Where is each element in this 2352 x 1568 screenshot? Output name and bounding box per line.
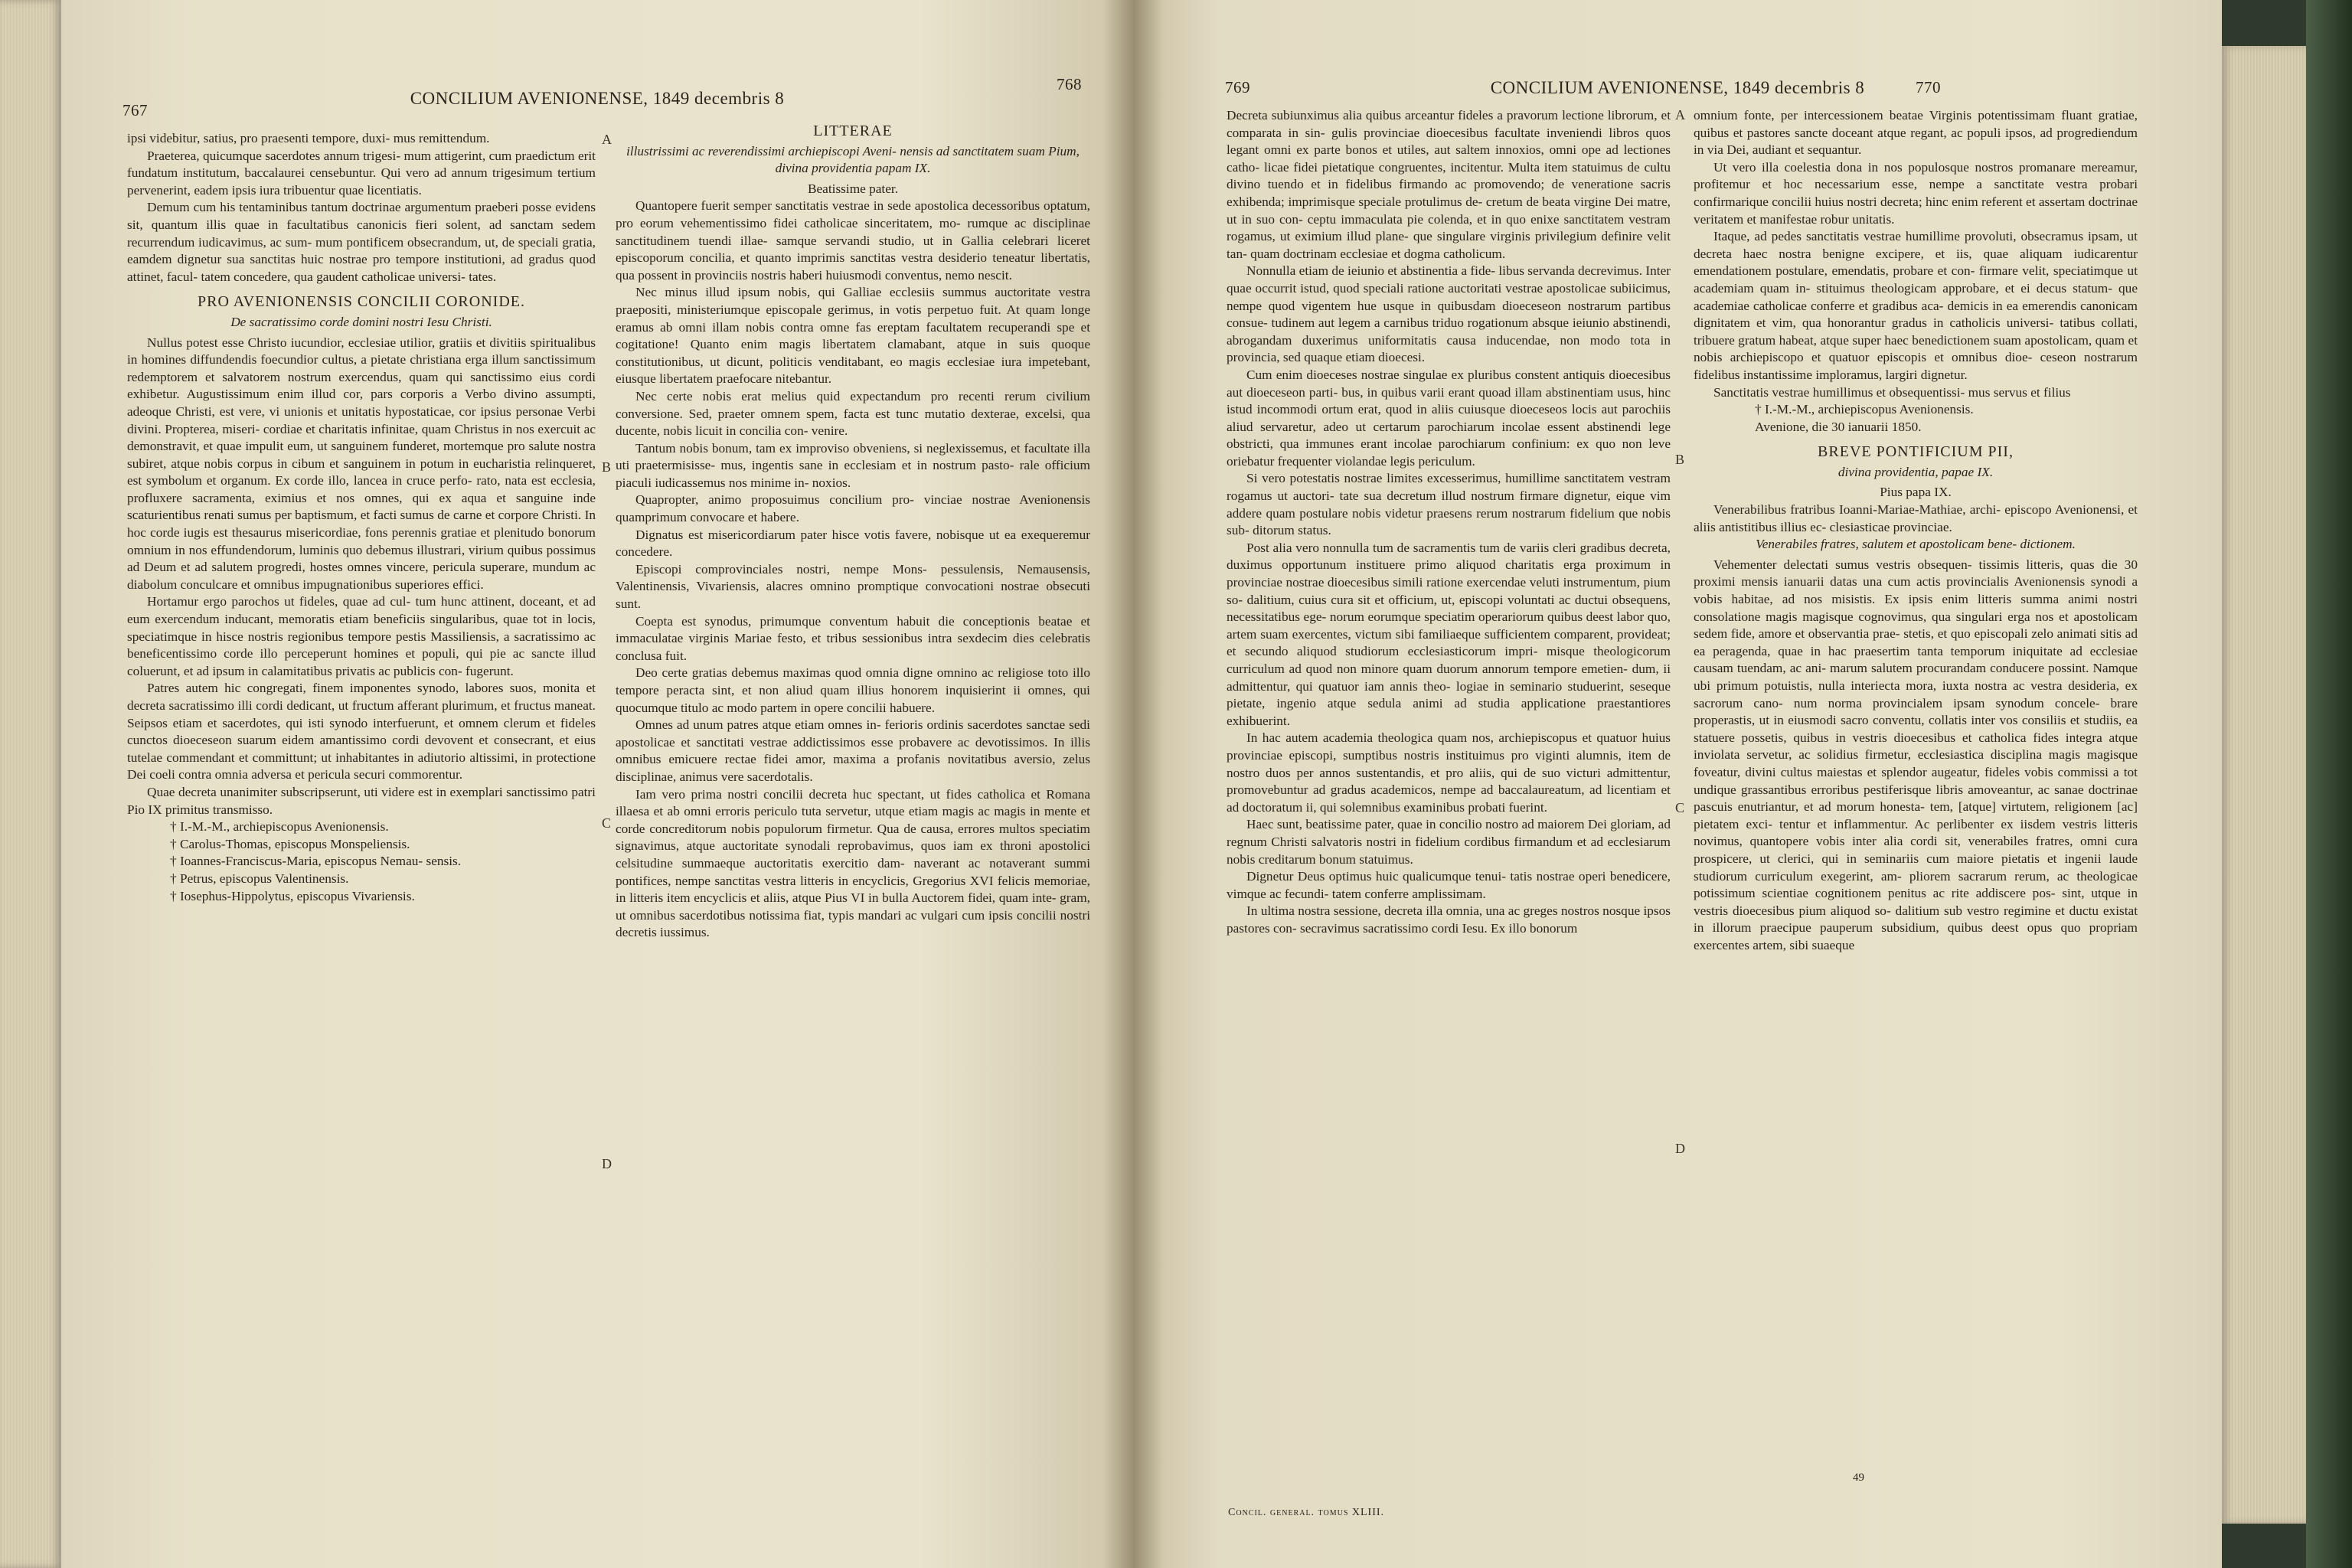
paragraph: omnium fonte, per intercessionem beatae Virginis potentissimam fluant gratiae, quibus et pastores sancte doceant atque regant, ac populi ipsos, ad progrediendum in via Dei, audiant et sequantur. — [1694, 108, 2138, 158]
left-page — [61, 0, 1133, 1568]
margin-marker: D — [1675, 1141, 1685, 1156]
signature-line: † Ioannes-Franciscus-Maria, episcopus Nemau- sensis. — [170, 854, 462, 869]
paragraph: Sanctitatis vestrae humillimus et obsequentissi- mus servus et filius — [1713, 384, 2071, 400]
running-title: CONCILIUM AVENIONENSE, 1849 decembris 8 — [410, 89, 785, 108]
page-number: 767 — [122, 101, 148, 119]
text-column-2 — [1694, 107, 2138, 955]
margin-marker: B — [1675, 452, 1685, 467]
paragraph: Ut vero illa coelestia dona in nos populosque nostros promanare mereamur, profitemur et hoc necessarium esse, nempe a sanctitate vestra probari confirmarique concilii huius nostri decreta; hinc enim referent et assertam doctrinae veritatem et manifestae robur unitatis. — [1694, 159, 2138, 227]
signature-line: † Petrus, episcopus Valentinensis. — [170, 871, 349, 886]
margin-marker: C — [602, 815, 612, 831]
paragraph: Nonnulla etiam de ieiunio et abstinentia a fide- libus servanda decrevimus. Inter quae occurrit istud, quod speciali ratione auctoritati vestrae apostolicae subiicimus, nempe quod vigentem hue usque in quibusdam dioeceseon nostrarum partibus consue- tudinem aut legem a carnibus triduo rogationum absque ieiunio abstinendi, abrogandam duxerimus uniformitatis causa inducendae, non modo tota in provincia, sed quaque etiam dioecesi. — [1227, 263, 1671, 365]
paragraph: Si vero potestatis nostrae limites excesserimus, humillime sanctitatem vestram rogamus ut auctori- tate sua decretum illud nostrum firmare dignetur, eique vim addere quam postulare nobis videtur praesens rerum nostrarum fidelium que nobis sub- ditorum status. — [1227, 471, 1671, 538]
paragraph: Episcopi comprovinciales nostri, nempe Mons- pessulensis, Nemausensis, Valentinensis, Vivariensis, alacres omnino promptique convocationi nostrae obsecuti sunt. — [616, 561, 1090, 612]
paragraph: Venerabilibus fratribus Ioanni-Mariae-Mathiae, archi- episcopo Avenionensi, et aliis antistitibus illius ec- clesiasticae provinciae. — [1694, 502, 2138, 534]
margin-marker: B — [602, 459, 612, 475]
paragraph: Omnes ad unum patres atque etiam omnes in- ferioris ordinis sacerdotes sanctae sedi apostolicae et sanctitati vestrae addictissimos esse probavere ac devotissimos. In illis omnibus emicuere rectae fidei amor, maxima a profanis novitatibus aversio, zelus disciplinae, animus vere sacerdotalis. — [616, 717, 1090, 784]
paragraph: In ultima nostra sessione, decreta illa omnia, una ac greges nostros nosque ipsos pastores con- secravimus sacratissimo cordi Iesu. Ex illo bonorum — [1227, 903, 1671, 936]
footer-volume: Concil. general. tomus XLIII. — [1228, 1507, 1385, 1518]
paragraph: Quantopere fuerit semper sanctitatis vestrae in sede apostolica decessoribus optatum, pro eorum vehementissimo fidei catholicae sinceritatem, mo- rumque ac disciplinae sanctitudinem tuendi illae- samque servandi studio, ut in Gallia celebrari liceret episcoporum concilia, et quanto imprimis sanctitas vestra desiderio teneatur libertatis, qua possent in provinciis nostris haberi huiusmodi conventus, nemo nescit. — [616, 198, 1090, 283]
paragraph: Hortamur ergo parochos ut fideles, quae ad cul- tum hunc attinent, doceant, et ad eum exercendum inducant, memoratis etiam beneficiis singularibus, quae tot in locis, speciatimque in hisce nostris regionibus tempore pestis Massiliensis, a sacratissimo ac beneficentissimo corde illo perceperunt homines et populi, qui pie ac sancte illud coluerunt, et ad ipsum in calamitatibus privatis ac publicis con- fugerunt. — [127, 594, 596, 678]
paragraph: Dignetur Deus optimus huic qualicumque tenui- tatis nostrae operi benedicere, vimque ac fecundi- tatem conferre amplissimam. — [1227, 869, 1671, 901]
margin-marker: C — [1675, 800, 1685, 815]
paragraph: Tantum nobis bonum, tam ex improviso obveniens, si neglexissemus, et facultate illa uti praetermisisse- mus, ingentis sane in ecclesiam et in nostrum pasto- rale officium piaculi iudicassemus nos minime in- noxios. — [616, 440, 1090, 490]
paragraph: Deo certe gratias debemus maximas quod omnia digne omnino ac religiose toto illo tempore peracta sint, et non aliud quam illius honorem inquisierint ii omnes, qui quocumque titulo ac modo partem in opere concilii habuere. — [616, 665, 1090, 715]
paragraph: Haec sunt, beatissime pater, quae in concilio nostro ad maiorem Dei gloriam, ad regnum Christi salvatoris nostri in fidelium cordibus firmandum et ad ecclesiarum nobis creditarum bonum statuimus. — [1227, 817, 1671, 867]
paragraph: Coepta est synodus, primumque conventum habuit die conceptionis beatae et immaculatae virginis Mariae festo, et tribus sessionibus intra sexdecim dies celebratis conclusa fuit. — [616, 613, 1090, 663]
paragraph: Pius papa IX. — [1880, 485, 1952, 500]
section-subheading: illustrissimi ac reverendissimi archiepiscopi Aveni- nensis ad sanctitatem suam Pium, divina providentia papam IX. — [626, 143, 1080, 176]
paragraph: ipsi videbitur, satius, pro praesenti tempore, duxi- mus remittendum. — [127, 131, 490, 145]
paragraph: Nec certe nobis erat melius quid expectandum pro recenti rerum civilium conversione. Sed, praeter omnem spem, facta est tunc mutatio dexterae, excelsi, qua ducente, nobis licuit in concilia con- venire. — [616, 388, 1090, 439]
paragraph: Dignatus est misericordiarum pater hisce votis favere, nobisque ut ea exequeremur concedere. — [616, 527, 1090, 560]
paragraph: Cum enim dioeceses nostrae singulae ex pluribus constent antiquis dioecesibus aut dioeceseon parti- bus, in quibus varii erant quoad illam abstinentiam usus, hinc istud incommodi ortum erat, quod in aliis cuiusque dioeceseos locis aut parochiis aliud servaretur, adeo ut certarum parochiarum incolae essent abstinendi lege obstricti, qua immunes erant incolae parochiarum confinium: ex quo non leve oriebatur frequenter violandae legis periculum. — [1227, 367, 1671, 469]
running-head-left — [61, 67, 1133, 119]
running-head-right — [1133, 67, 2222, 106]
signature-line: Avenione, die 30 ianuarii 1850. — [1755, 419, 1922, 434]
paragraph: Nec minus illud ipsum nobis, qui Galliae ecclesiis summus auctoritate vestra praepositi, ministeriumque episcopale gerimus, in votis perpetuo fuit. At quam longe eramus ab omni illam nobis contra omne fas ereptam facultatem recuperandi spe et cogitatione! Quanto enim magis libertatem clamabant, atque in suis quoque constitutionibus, ut dicunt, politicis venditabant, eo magis ecclesiae iura impetebant, eiusque libertatem praefocare nitebantur. — [616, 285, 1090, 387]
section-subheading: De sacratissimo corde domini nostri Iesu Christi. — [230, 314, 492, 329]
text-column-2 — [616, 115, 1090, 942]
paragraph: Itaque, ad pedes sanctitatis vestrae humillime provoluti, obsecramus ipsam, ut decreta haec nostra benigne excipere, et iis, quae aliquam iudicarentur emendationem postulare, emendatis, probare et con- firmare velit, speciatimque ut academiam quam in- stituimus theologicam approbare, et ei decus statum- que academiae catholicae conferre et gradibus aca- demicis in ea emerendis canonicam dignitatem et vim, qua honorantur gradus in catholicis universi- tatibus collati, tribuere gratum habeat, atque super haec benedictionem suam apostolicam, quam et nobis archiepiscopo et quatuor episcopis et omnibus dioe- ceseon nostrarum fidelibus instantissime imploramus, largiri dignetur. — [1694, 229, 2138, 382]
paragraph: Decreta subiunximus alia quibus arceantur fideles a pravorum lectione librorum, et comparata in sin- gulis provinciae dioecesibus facultate inveniendi libros quos legant omni ex parte bonos et utiles, aut saltem innoxios, omni ope ad lectiones catho- licae fidei pietatique congruentes, incitentur. Multa item statuimus de cultu divino tuendo et in fidelibus firmando ac promovendo; de veneratione sacris exhibenda; imprimisque speciale protulimus de- cretum de beata virgine Dei matre, ut in suo con- ceptu immaculata pie colenda, et in quo enixe sanctitatem vestram rogamus, ut eximium illud plane- que singulare virginis privilegium definire velit tan- quam doctrinam ecclesiae et dogma catholicum. — [1227, 108, 1671, 261]
text-column-1 — [1227, 107, 1671, 938]
signature-line: † I.-M.-M., archiepiscopus Avenionensis. — [1755, 402, 1974, 417]
paragraph: Beatissime pater. — [807, 181, 899, 196]
signature-line: † I.-M.-M., archiepiscopus Avenionensis. — [170, 819, 389, 835]
section-heading: LITTERAE — [813, 122, 893, 139]
page-number: 769 — [1225, 78, 1250, 96]
paragraph: Vehementer delectati sumus vestris obsequen- tissimis litteris, quas die 30 proximi mensis ianuarii datas una cum actis provincialis Avenionensis synodi a vobis habitae, ad nos misistis. Ex ipsis enim litteris summa animi nostri consolatione magis magisque cognovimus, qua singulari erga nos et apostolicam sedem fide, amore et observantia prae- stetis, et quo episcopali zelo animati sitis ad ea peragenda, quae in hac praesertim tanta temporum iniquitate ad ecclesiae causam tuendam, ac ani- marum salutem procurandam conducere possint. Namque ubi primum potuistis, nulla interiecta mora, iuxta nostra ac vestra desideria, ex sacrorum cano- num norma provincialem ipsam synodum concele- brare properastis, ut in eiusmodi sacro conventu, collatis inter vos consiliis et studiis, ea statuere possetis, quibus in vestris dioecesibus et catholica fides integra atque inviolata servetur, ac solidius firmetur, ecclesiastica disciplina magis magisque foveatur, divini cultus maiestas et splendor augeatur, fideles vobis commissi a tot undique grassantibus erroribus pestiferisque libris amoveantur, ac sanae doctrinae pascuis enutriantur, et ad morum honesta- tem, [atque] virtutem, religionem [ac] pietatem exci- tentur et inflammentur. Ac perlibenter ex iisdem vestris litteris novimus, quantopere vobis inter alia cordi sit, venerabiles fratres, omni cura prospicere, ut clerici, qui in seminariis cum maiore pietatis et ingenii laude studiorum curriculum exegerint, am- pliorem sacrarum rerum, ac theologicae potissimum scientiae cognitionem penitus ac rite addiscere pos- sint, utque in vestris dioecesibus pium aliquod so- dalitium sub vestro regimine et ductu existat in illorum praecipue pauperum subsidium, quibus deest opus quo propriam exercentes artem, sibi suaeque — [1694, 557, 2138, 952]
paragraph: Quapropter, animo proposuimus concilium pro- vinciae nostrae Avenionensis quamprimum convocare et habere. — [616, 492, 1090, 525]
section-subheading: divina providentia, papae IX. — [1838, 464, 1994, 479]
background-surface — [2306, 0, 2352, 1568]
signature-line: † Carolus-Thomas, episcopus Monspeliensis. — [170, 836, 410, 851]
paragraph: Patres autem hic congregati, finem imponentes synodo, labores suos, monita et decreta sacratissimo illi cordi dedicant, ut fructum afferant plurimum, et fructus maneat. Seipsos etiam et sacerdotes, qui isti synodo interfuerunt, et omnem clerum et fideles cunctos dioeceseon suarum eidem amantissimo cordi devovent et consecrant, et eius tutelae commendant et committunt; ut inhabitantes in adiutorio altissimi, in protectione Dei coeli contra omnia adversa et pericula securi commorentur. — [127, 681, 596, 782]
section-subheading: Venerabiles fratres, salutem et apostolicam bene- dictionem. — [1756, 537, 2076, 552]
paragraph: Demum cum his tentaminibus tantum doctrinae argumentum praeberi posse evidens sit, quantum illis quae in facultatibus canonicis fieri solent, ad sanctam sedem recurrendum iudicavimus, ac sum- mum pontificem obsecrandum, ut, de speciali gratia, eamdem dignetur sua sanctitas huic nostrae pro tempore institutioni, ad gradus quod attinet, facul- tatem concedere, qua gaudent catholicae universi- tates. — [127, 200, 596, 284]
section-heading: BREVE PONTIFICIUM PII, — [1818, 443, 2014, 461]
paragraph: Praeterea, quicumque sacerdotes annum trigesi- mum attigerint, cum praedictum erit fundatum institutum, baccalaurei censebuntur. Qui vero ad annum trigesimum tertium pervenerint, eadem ipsis iura tribuentur quae licentiatis. — [127, 148, 596, 198]
page-number: 770 — [1916, 78, 1941, 96]
section-heading: PRO AVENIONENSIS CONCILII CORONIDE. — [198, 293, 525, 311]
paragraph: Quae decreta unanimiter subscripserunt, uti videre est in exemplari sanctissimo patri Pio IX primitus transmisso. — [127, 784, 596, 817]
right-page — [1133, 0, 2222, 1568]
page-number: 768 — [1057, 75, 1082, 93]
paragraph: Nullus potest esse Christo iucundior, ecclesiae utilior, gratiis et divitiis spiritualibus in homines diffundendis foecundior cultus, a pietate christiana erga illum sanctissimum redemptorem et salvatorem nostrum exercendus, quam qui sanctissimo eius cordi exhibetur. Augustissimum enim illud cor, pars corporis a Verbo divino assumpti, adeoque Christi, est vere, vi unionis et unitatis hypostaticae, cor ipsius personae Verbi divini. Propterea, miseri- cordiae et charitatis infinitae, quam Christus in nos exercuit ac demonstravit, et quae impulit eum, ut sanguinem funderet, mortemque pro salute nostra subiret, atque nobis corpus in cibum et sanguinem in potum in eucharistia relinqueret, est symbolum et organum. Ex corde illo, lancea in cruce perfo- rato, nata est ecclesia, profluxere sacramenta, eximius et nos omnes, qui ex aqua et sanguine inde scaturientibus renati sumus per baptismum, et facti sumus de carne et corpore Christi. In hoc corde iugis est thesaurus misericordiae, fons perennis gratiae et plenitudo bonorum omnium in nos effundendorum, luminis quo debemus illustrari, virium quibus possimus ad Deum et ad salutem progredi, hostes omnes vincere, pericula superare, mundum ac diabolum conculcare et omnibus impugnationibus superiores effici. — [127, 335, 596, 592]
signature-line: † Iosephus-Hippolytus, episcopus Vivariensis. — [170, 888, 415, 903]
paragraph: In hac autem academia theologica quam nos, archiepiscopus et quatuor huius provinciae episcopi, sumptibus nostris instituimus pro viginti alumnis, item de nostro duos per annos sustentandis, et pro aliis, qui de suo victuri admittentur, promovebuntur ad gradus academicos, nempe ad baccalaureatum, ad licentiam et ad doctoratum ii, qui solemnibus examinibus probati fuerint. — [1227, 730, 1671, 815]
text-column-1 — [127, 130, 596, 905]
signature-mark: 49 — [1853, 1472, 1864, 1484]
paragraph: Iam vero prima nostri concilii decreta huc spectant, ut fides catholica et Romana illaesa et ab omni erroris periculo tuta servetur, utque etiam magis ac magis in mente et corde concreditorum nobis populorum firmetur. Qua de causa, errores multos speciatim signavimus, atque auctoritate synodali reprobavimus, quos iam ex throni apostolici celsitudine summaeque auctoritatis exercitio dam- naverant ac notaverant summi pontifices, nempe sanctitas vestra litteris in encyclicis, Gregorius XVI felicis memoriae, in litteris item encyclicis et aliis, atque Pius VI in bulla Auctorem fidei, quam inte- gram, ut omnibus sacerdotibus notissima fiat, typis mandari ac vulgari cum ipsis concilii nostri decretis iussimus. — [616, 786, 1090, 940]
running-title: CONCILIUM AVENIONENSE, 1849 decembris 8 — [1490, 78, 1865, 97]
margin-marker: A — [1675, 107, 1685, 122]
book-page-edges-left — [0, 0, 61, 1568]
margin-marker: A — [602, 132, 612, 147]
paragraph: Post alia vero nonnulla tum de sacramentis tum de variis cleri gradibus decreta, duximus opportunum instituere primo aliquod charitatis erga proximum in provinciae nostrae dioecesibus simili ratione exercendae veluti instrumentum, pium so- dalitium, cuius cura sit et officium, ut, episcopi voluntati ac ductui obsequens, necessitatibus ege- norum eorumque speciatim operariorum quibus deest labor quo, artem suam exercentes, victum sibi familiaeque sufficientem comparent, provideat; et secundo aliquod studiorum ecclesiasticorum impri- misque theologicorum curriculum ad quod non minore quam duorum annorum tempore emetien- dum, ii admittentur, qui quatuor iam annis theo- logiae in seminario studuerint, seseque pietate, ingenio atque sedula animi ad studia applicatione praestantiores exhibuerint. — [1227, 540, 1671, 728]
margin-marker: D — [602, 1156, 612, 1171]
book-page-edges-right — [2222, 46, 2306, 1524]
